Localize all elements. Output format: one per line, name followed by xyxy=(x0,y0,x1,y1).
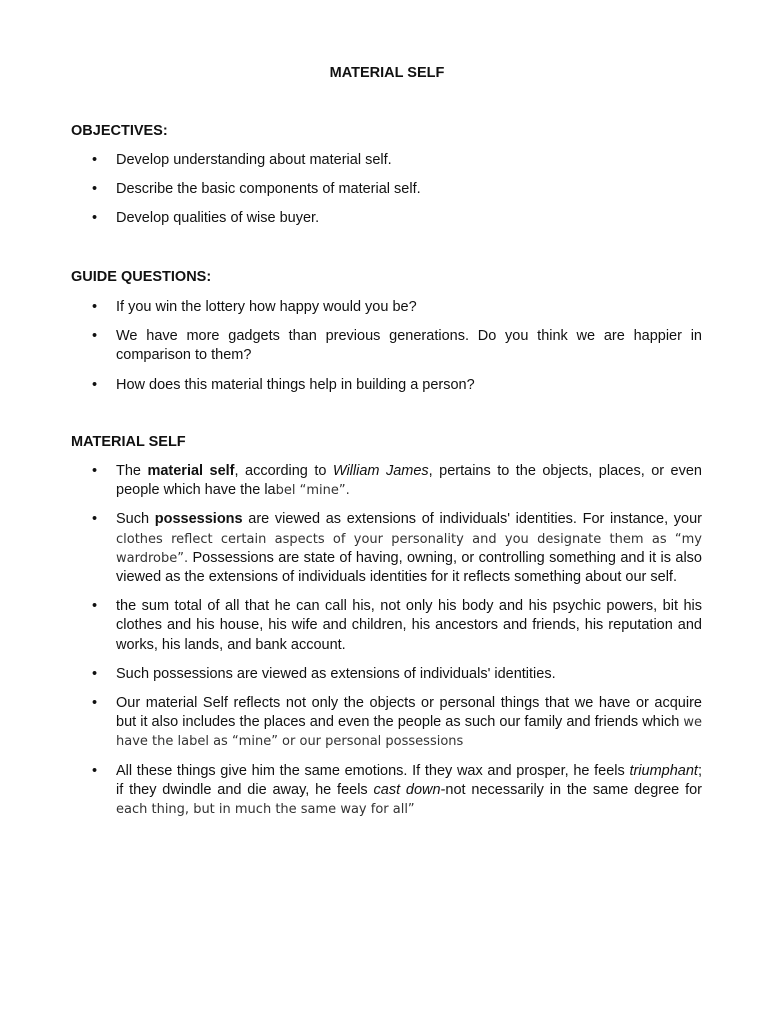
question-item: • How does this material things help in building a person? xyxy=(0,376,702,395)
document-title: MATERIAL SELF xyxy=(329,65,445,81)
bullet-icon: • xyxy=(92,376,98,393)
material-self-list xyxy=(0,462,702,819)
guide-questions-list xyxy=(0,298,702,395)
material-self-item: • the sum total of all that he can call his, not only his body and his psychic powers, bit his clothes and his house, his wife and children, his ancestors and friends, his reputation and works, his lands, and bank account. xyxy=(92,598,702,653)
bullet-icon: • xyxy=(92,665,98,682)
bullet-icon: • xyxy=(92,299,98,315)
bullet-icon: • xyxy=(92,695,98,712)
bullet-icon: • xyxy=(92,328,98,345)
bullet-icon: • xyxy=(92,463,98,479)
bullet-icon: • xyxy=(92,762,98,779)
material-self-item: • The material self, according to William James, pertains to the objects, places, or even people which have the label “mine”. xyxy=(92,463,702,499)
objective-item: • Develop qualities of wise buyer. xyxy=(0,209,702,228)
bullet-icon: • xyxy=(92,152,98,168)
material-self-item: • Such possessions are viewed as extensions of individuals' identities. xyxy=(0,665,702,684)
bullet-icon: • xyxy=(92,210,98,227)
objective-item: • Describe the basic components of material self. xyxy=(0,180,702,199)
question-item: • If you win the lottery how happy would you be? xyxy=(0,298,702,317)
bullet-icon: • xyxy=(92,511,98,528)
objective-item: • Develop understanding about material self. xyxy=(0,151,702,170)
material-self-item: • Such possessions are viewed as extensions of individuals' identities. For instance, your clothes reflect certain aspects of your personality and you designate them as “my wardrobe”. Possessions are state of having, owning, or controlling something and it is also viewed as the extensions of individuals identities for it reflects something about our self. xyxy=(92,511,702,586)
material-self-item: • All these things give him the same emotions. If they wax and prosper, he feels triumphant; if they dwindle and die away, he feels cast down-not necessarily in the same degree for each thing, but in much the same way for all” xyxy=(92,762,702,818)
guide-questions-heading: GUIDE QUESTIONS: xyxy=(71,269,212,285)
bullet-icon: • xyxy=(92,598,98,615)
objectives-list xyxy=(0,151,702,229)
objectives-heading: OBJECTIVES: xyxy=(71,123,168,139)
material-self-heading: MATERIAL SELF xyxy=(71,434,186,450)
bullet-icon: • xyxy=(92,181,98,198)
material-self-item: • Our material Self reflects not only the objects or personal things that we have or acquire but it also includes the places and even the people as such our family and friends which we have the label as “mine” or our personal possessions xyxy=(92,695,702,750)
question-item: • We have more gadgets than previous generations. Do you think we are happier in comparison to them? xyxy=(92,328,702,364)
